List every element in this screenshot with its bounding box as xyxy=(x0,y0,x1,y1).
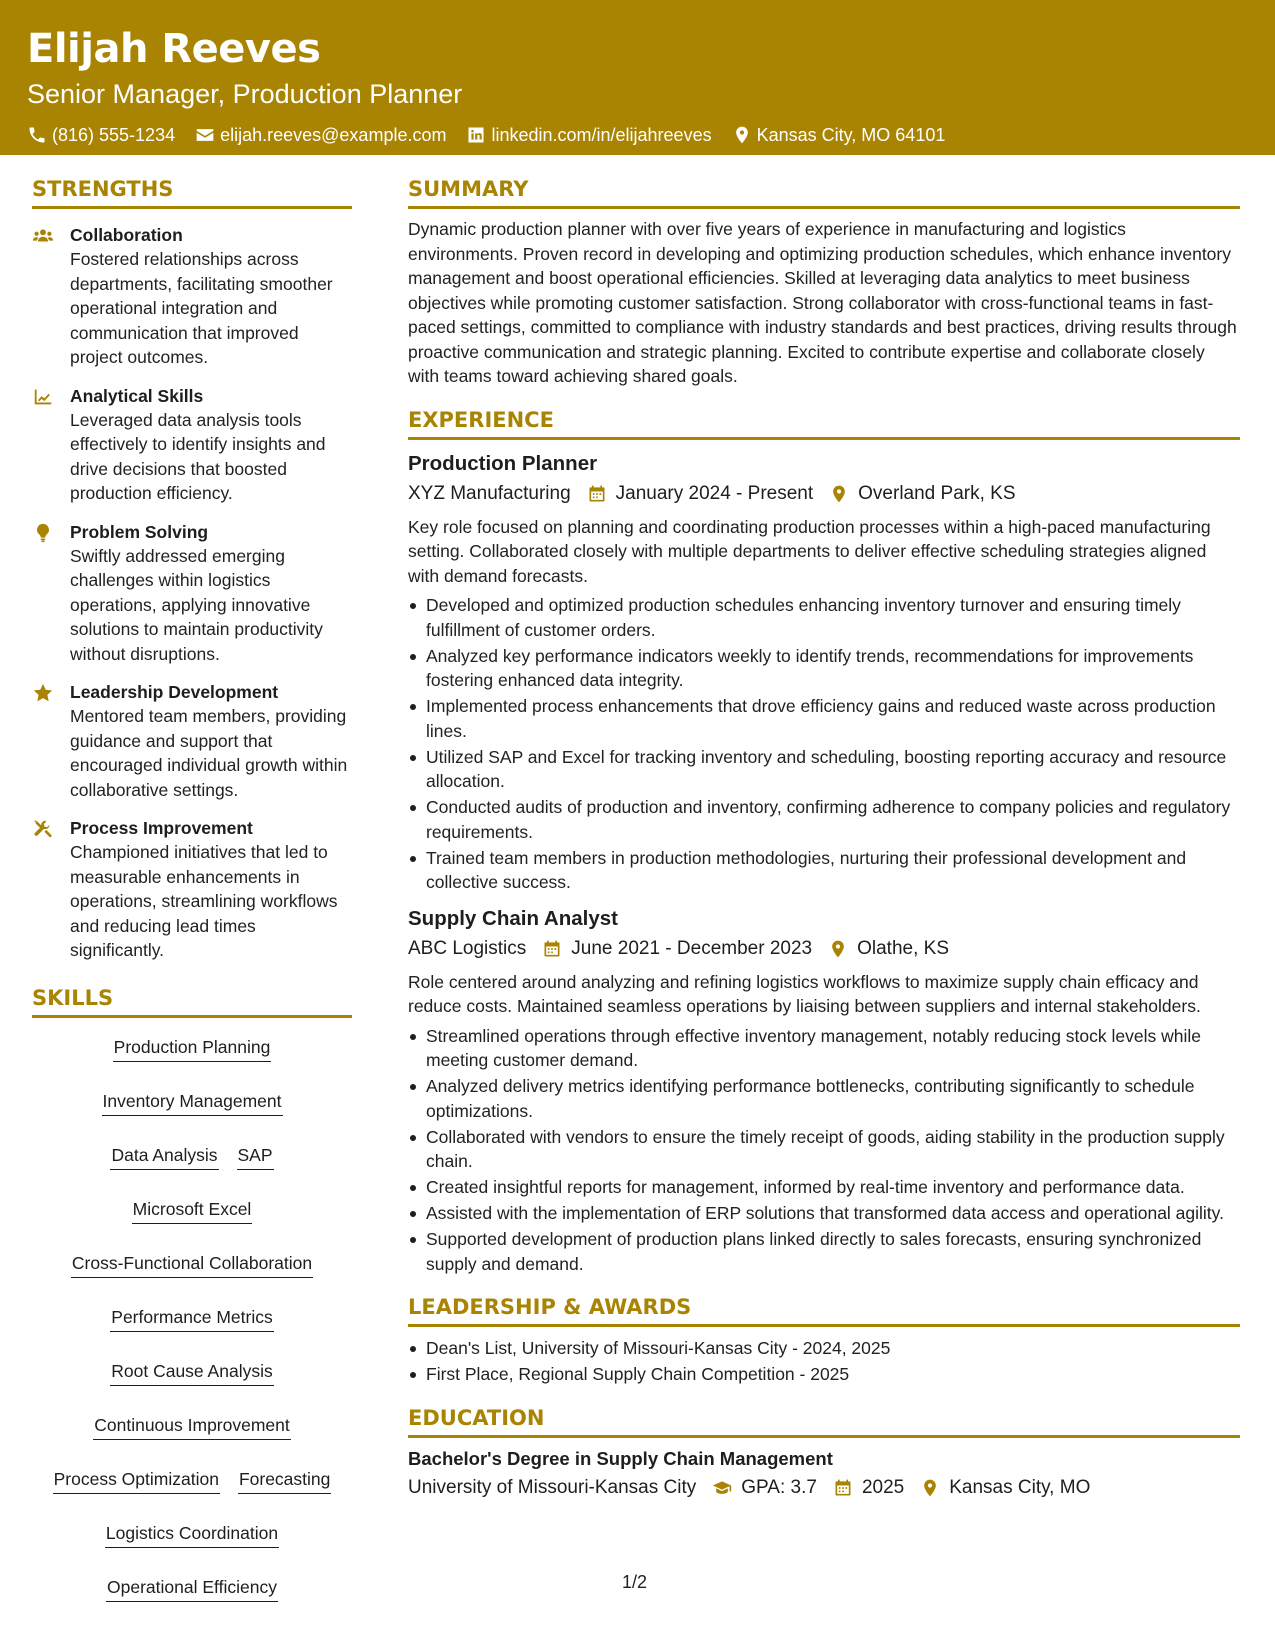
right-column xyxy=(408,176,1240,1515)
education-gpa: GPA: 3.7 xyxy=(741,1476,817,1498)
strength-item xyxy=(32,223,352,370)
skill-tag: Forecasting xyxy=(238,1466,331,1494)
strength-desc: Championed initiatives that led to measurable enhancements in operations, streamlining workflows and reducing lead times significantly. xyxy=(70,842,338,960)
education-degree: Bachelor's Degree in Supply Chain Management xyxy=(408,1447,833,1469)
strength-desc: Mentored team members, providing guidance and support that encouraged individual growth within collaborative settings. xyxy=(70,706,348,800)
tools-icon xyxy=(32,818,54,840)
skill-tag: SAP xyxy=(237,1142,274,1170)
resume-header xyxy=(0,0,1275,155)
skill-tag: Microsoft Excel xyxy=(132,1196,253,1224)
phone-icon xyxy=(27,125,47,145)
job-meta xyxy=(408,481,1240,507)
linkedin-icon xyxy=(466,125,486,145)
strengths-heading: STRENGTHS xyxy=(32,176,352,209)
summary-text: Dynamic production planner with over five years of experience in manufacturing and logistics environments. Proven record in developing and optimizing production schedules, which enhance inventory management and boost operational efficiencies. Skilled at leveraging data analytics to meet business objectives while promoting customer satisfaction. Strong collaborator with cross-functional teams in fast-paced settings, committed to compliance with industry standards and best practices, driving results through proactive communication and strategic planning. Excited to contribute expertise and collaborate closely with teams toward achieving shared goals. xyxy=(408,219,1237,386)
calendar-icon xyxy=(542,939,562,959)
job-bullet: Supported development of production plans linked directly to sales forecasts, ensuring synchronized supply and demand. xyxy=(408,1227,1240,1276)
education-year: 2025 xyxy=(861,1476,905,1498)
users-icon xyxy=(32,225,54,247)
job-bullet: Assisted with the implementation of ERP solutions that transformed data access and operational agility. xyxy=(408,1201,1240,1226)
strength-title: Leadership Development xyxy=(70,682,279,702)
award-item: Dean's List, University of Missouri-Kansas City - 2024, 2025 xyxy=(408,1336,1240,1361)
strength-desc: Fostered relationships across departments, facilitating smoother operational integration and communication that improved project outcomes. xyxy=(70,249,333,367)
education-location: Kansas City, MO xyxy=(949,1476,1091,1498)
job-title: Supply Chain Analyst xyxy=(408,906,618,930)
job-bullet: Streamlined operations through effective inventory management, notably reducing stock levels while meeting customer demand. xyxy=(408,1024,1240,1073)
location-pin-icon xyxy=(732,125,752,145)
job-location: Overland Park, KS xyxy=(858,482,1016,504)
skill-tag: Logistics Coordination xyxy=(105,1520,279,1548)
skill-tag: Continuous Improvement xyxy=(93,1412,291,1440)
job-entry xyxy=(408,450,1240,895)
skill-tag: Process Optimization xyxy=(53,1466,220,1494)
job-title: Production Planner xyxy=(408,451,598,475)
job-bullets xyxy=(408,593,1240,895)
job-bullet: Analyzed delivery metrics identifying performance bottlenecks, contributing significantly to schedule optimizations. xyxy=(408,1074,1240,1123)
education-meta xyxy=(408,1475,1240,1501)
contact-bar xyxy=(27,123,1248,147)
job-bullet: Created insightful reports for management, informed by real-time inventory and performance data. xyxy=(408,1175,1240,1200)
calendar-icon xyxy=(833,1478,853,1498)
lightbulb-icon xyxy=(32,522,54,544)
location-pin-icon xyxy=(828,939,848,959)
graduation-cap-icon xyxy=(712,1478,732,1498)
job-description: Key role focused on planning and coordinating production processes within a high-paced manufacturing setting. Collaborated closely with multiple departments to deliver effective scheduling strategies aligned with demand forecasts. xyxy=(408,516,1211,586)
job-company: ABC Logistics xyxy=(408,937,527,959)
job-bullet: Implemented process enhancements that drove efficiency gains and reduced waste across production lines. xyxy=(408,694,1240,743)
contact-email[interactable] xyxy=(195,123,446,147)
strength-title: Process Improvement xyxy=(70,818,253,838)
location-pin-icon xyxy=(829,484,849,504)
skills-list xyxy=(32,1018,352,1602)
strengths-section xyxy=(32,176,352,963)
summary-heading: SUMMARY xyxy=(408,176,1240,209)
job-bullet: Collaborated with vendors to ensure the timely receipt of goods, aiding stability in the production supply chain. xyxy=(408,1125,1240,1174)
job-description: Role centered around analyzing and refining logistics workflows to maximize supply chain efficacy and reduce costs. Maintained seamless operations by liaising between suppliers and internal stakeholders. xyxy=(408,971,1201,1016)
candidate-name: Elijah Reeves xyxy=(27,26,321,72)
job-bullet: Analyzed key performance indicators weekly to identify trends, recommendations for improvements fostering enhanced data integrity. xyxy=(408,644,1240,693)
education-school: University of Missouri-Kansas City xyxy=(408,1476,697,1498)
summary-section xyxy=(408,176,1240,389)
awards-heading: LEADERSHIP & AWARDS xyxy=(408,1294,1240,1327)
skill-tag: Data Analysis xyxy=(110,1142,218,1170)
skill-tag: Performance Metrics xyxy=(110,1304,273,1332)
strength-item xyxy=(32,680,352,802)
strength-item xyxy=(32,384,352,506)
candidate-title: Senior Manager, Production Planner xyxy=(27,79,463,109)
strength-title: Problem Solving xyxy=(70,521,209,542)
contact-email-text: elijah.reeves@example.com xyxy=(220,125,447,145)
strength-desc: Leveraged data analysis tools effectively to identify insights and drive decisions that boosted production efficiency. xyxy=(70,409,326,503)
job-entry xyxy=(408,905,1240,1277)
skill-tag: Root Cause Analysis xyxy=(110,1358,273,1386)
strength-title: Collaboration xyxy=(70,225,183,245)
education-section xyxy=(408,1405,1240,1501)
contact-linkedin-text: linkedin.com/in/elijahreeves xyxy=(491,125,712,145)
contact-location-text: Kansas City, MO 64101 xyxy=(756,125,946,145)
job-dates: June 2021 - December 2023 xyxy=(571,937,813,959)
page-number: 1/2 xyxy=(622,1572,648,1592)
award-item: First Place, Regional Supply Chain Competition - 2025 xyxy=(408,1362,1240,1387)
location-pin-icon xyxy=(920,1478,940,1498)
contact-phone-text: (816) 555-1234 xyxy=(52,125,176,145)
job-meta xyxy=(408,936,1240,962)
awards-list xyxy=(408,1336,1240,1387)
strength-desc: Swiftly addressed emerging challenges within logistics operations, applying innovative solutions to maintain productivity without disruptions. xyxy=(70,545,323,664)
skills-section xyxy=(32,985,352,1602)
education-heading: EDUCATION xyxy=(408,1405,1240,1438)
chart-line-icon xyxy=(32,386,54,408)
job-bullet: Developed and optimized production schedules enhancing inventory turnover and ensuring timely fulfillment of customer orders. xyxy=(408,593,1240,642)
strength-item xyxy=(32,816,352,963)
skill-tag: Inventory Management xyxy=(102,1088,283,1116)
strength-title: Analytical Skills xyxy=(70,385,204,406)
star-icon xyxy=(32,682,54,704)
skill-tag: Production Planning xyxy=(113,1034,272,1062)
email-icon xyxy=(195,125,215,145)
awards-section xyxy=(408,1294,1240,1387)
experience-heading: EXPERIENCE xyxy=(408,407,1240,440)
job-location: Olathe, KS xyxy=(857,937,949,959)
contact-phone[interactable] xyxy=(27,123,175,147)
experience-section xyxy=(408,407,1240,1277)
job-bullets xyxy=(408,1024,1240,1277)
skills-heading: SKILLS xyxy=(32,985,352,1018)
calendar-icon xyxy=(587,484,607,504)
skill-tag: Cross-Functional Collaboration xyxy=(71,1250,313,1278)
left-column xyxy=(32,176,352,1616)
skill-tag: Operational Efficiency xyxy=(106,1574,278,1602)
job-bullet: Conducted audits of production and inventory, confirming adherence to company policies and regulatory requirements. xyxy=(408,795,1240,844)
contact-location xyxy=(732,123,946,147)
contact-linkedin[interactable] xyxy=(466,123,711,147)
job-bullet: Utilized SAP and Excel for tracking inventory and scheduling, boosting reporting accuracy and resource allocation. xyxy=(408,745,1240,794)
job-bullet: Trained team members in production methodologies, nurturing their professional development and collective success. xyxy=(408,846,1240,895)
job-dates: January 2024 - Present xyxy=(615,482,814,504)
strength-item xyxy=(32,520,352,667)
job-company: XYZ Manufacturing xyxy=(408,482,571,504)
